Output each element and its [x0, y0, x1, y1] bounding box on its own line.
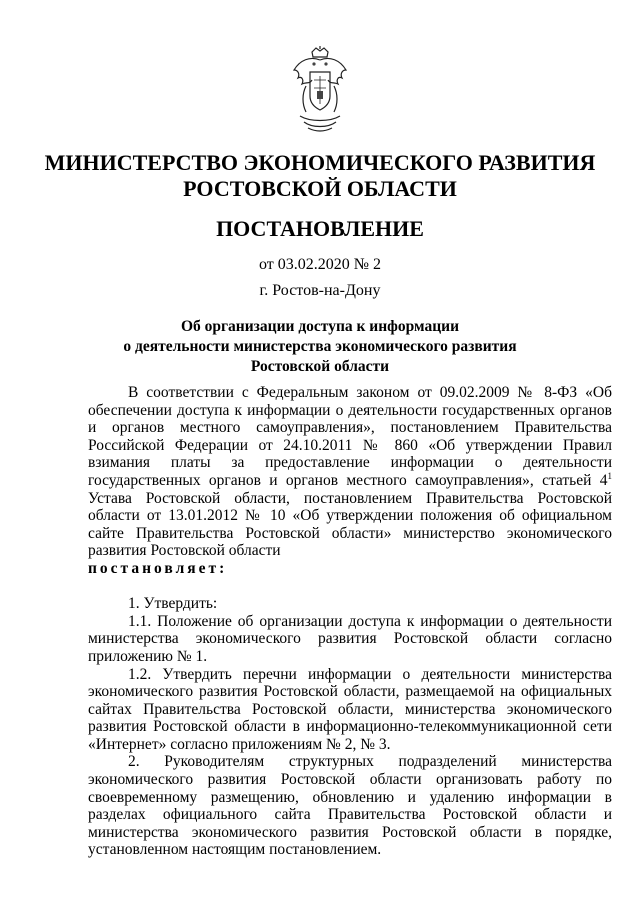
preamble-text: В соответствии с Федеральным законом от 09.02.2009 № 8-ФЗ «Об обеспечении доступа к информации о деятельности государственных органов и органов местного самоуправления», постановлением Правительства Российской Федерации от 24.10.2011 № 860 «Об утверждении Правил взимания платы за предоставление информации о деятельности государственных органов и органов местного самоуправления», статьей 4	[88, 384, 612, 489]
item-1-1: 1.1. Положение об организации доступа к информации о деятельности министерства экономического развития Ростовской области согласно приложению № 1.	[88, 612, 612, 665]
document-date-number: от 03.02.2020 № 2	[258, 256, 382, 273]
document-city: г. Ростов-на-Дону	[259, 282, 381, 299]
document-body	[88, 384, 612, 859]
decree-word-text: постановляет:	[88, 559, 228, 577]
preamble-text-cont: Устава Ростовской области, постановлением Правительства Ростовской области от 13.01.2012 № 10 «Об утверждении положения об официальном сайте Правительства Ростовской области» министерство экономического развития Ростовской области	[88, 489, 612, 560]
organization-name-line2: РОСТОВСКОЙ ОБЛАСТИ	[183, 176, 457, 201]
document-title	[100, 317, 540, 377]
item-2: 2. Руководителям структурных подразделений министерства экономического развития Ростовской области организовать работу по своевременному размещению, обновлению и удалению информации в разделах официального сайта Правительства Ростовской области и министерства экономического развития Ростовской области в порядке, установленном настоящим постановлением.	[88, 753, 612, 859]
title-line: Об организации доступа к информации	[180, 318, 460, 335]
document-type: ПОСТАНОВЛЕНИЕ	[216, 216, 424, 241]
title-line: о деятельности министерства экономического развития	[123, 338, 517, 355]
title-line: Ростовской области	[250, 358, 390, 375]
item-1: 1. Утвердить:	[128, 595, 218, 613]
organization-name-line1: МИНИСТЕРСТВО ЭКОНОМИЧЕСКОГО РАЗВИТИЯ	[44, 150, 596, 175]
item-1-2: 1.2. Утвердить перечни информации о деятельности министерства экономического развития Ростовской области, размещаемой на официальных сайтах Правительства Ростовской области, министерства экономического развития Ростовской области в информационно-телекоммуникационной сети «Интернет» согласно приложениям № 2, № 3.	[88, 665, 612, 753]
paragraph-gap	[88, 578, 612, 596]
article-superscript: 1	[607, 470, 612, 481]
coat-of-arms-emblem	[290, 46, 350, 134]
decree-word	[88, 560, 612, 578]
preamble-paragraph	[88, 384, 612, 560]
